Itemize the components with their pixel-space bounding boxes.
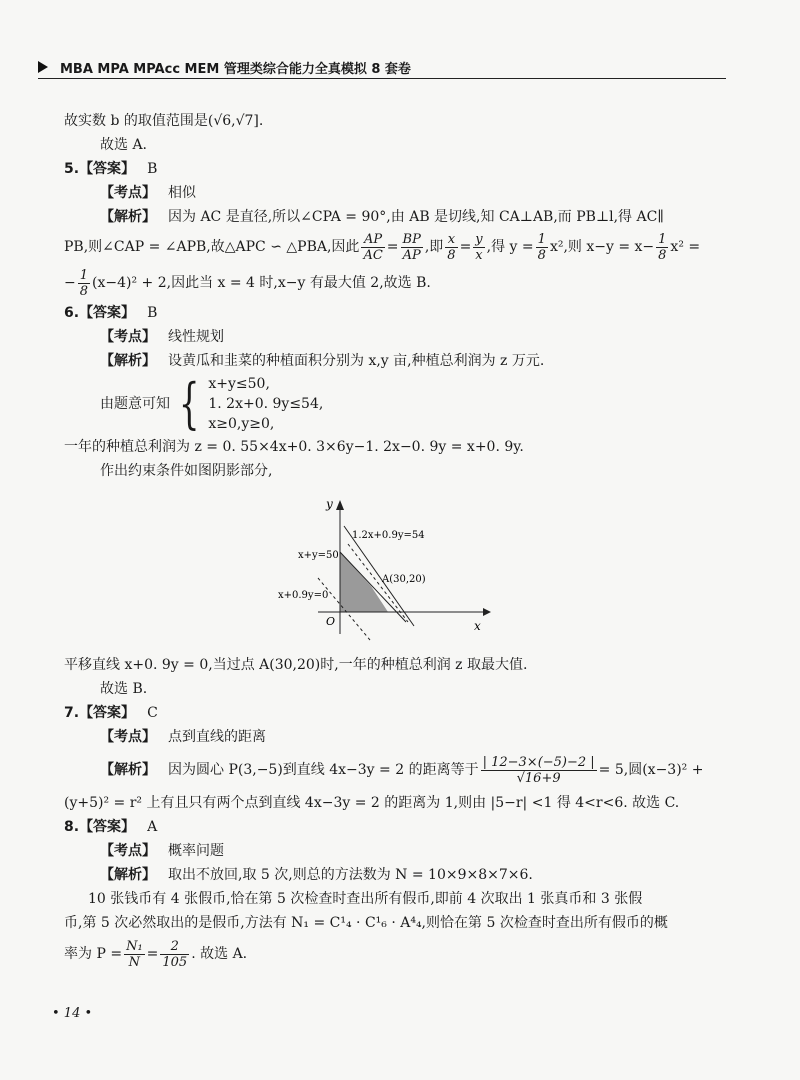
question-8-answer: 8.【答案】 A [64, 819, 158, 835]
text-line: 10 张钱币有 4 张假币,恰在第 5 次检查时查出所有假币,即前 4 次取出 1 张真币和 3 张假 [88, 891, 643, 907]
fraction: $\frac{x}{8}$ [447, 231, 456, 263]
y-axis-arrow [336, 500, 344, 510]
x-axis-arrow [483, 608, 491, 616]
question-8-analysis: 【解析】 取出不放回,取 5 次,则总的方法数为 N = 10×9×8×7×6. [100, 867, 533, 883]
feasible-region-figure [278, 494, 498, 644]
text-line: 币,第 5 次必然取出的是假币,方法有 N₁ = C¹₄ · C¹₆ · A⁴₄,则恰在第 5 次检查时查出所有假币的概 [64, 915, 668, 931]
question-5-answer: 5.【答案】 B [64, 161, 158, 177]
constraint-system: 由题意可知 { x+y≤50, 1. 2x+0. 9y≤54, x≥0,y≥0, [100, 372, 324, 435]
header-title: MBA MPA MPAcc MEM 管理类综合能力全真模拟 8 套卷 [60, 61, 411, 77]
question-7-answer: 7.【答案】 C [64, 705, 158, 721]
text-line: 作出约束条件如图阴影部分, [100, 463, 273, 479]
fraction: $\frac{1}{8}$ [79, 267, 89, 299]
fraction: $\frac{| 12-3\times(-5)-2 |}{√16+9}$ [482, 754, 595, 786]
text-line: 平移直线 x+0. 9y = 0,当过点 A(30,20)时,一年的种植总利润 z 取最大值. [64, 657, 528, 673]
fraction: $\frac{1}{8}$ [658, 231, 667, 263]
page-number: • 14 • [52, 1006, 93, 1021]
text-line: 故实数 b 的取值范围是(√6,√7]. [64, 113, 264, 129]
label-point-a: A(30,20) [382, 574, 426, 585]
triangle-marker-icon [38, 61, 48, 73]
label-line2: x+y=50 [298, 550, 339, 561]
fraction: $\frac{1}{8}$ [537, 231, 546, 263]
text-line: (y+5)² = r² 上有且只有两个点到直线 4x−3y = 2 的距离为 1,则由 |5−r| <1 得 4<r<6. 故选 C. [64, 795, 680, 811]
page-header [38, 56, 726, 79]
label-origin: O [326, 615, 336, 628]
question-6-topic: 【考点】 线性规划 [100, 329, 224, 345]
question-6-answer: 6.【答案】 B [64, 305, 158, 321]
question-7-analysis: 【解析】 因为圆心 P(3,−5)到直线 4x−3y = 2 的距离等于 $\frac{| 12-3\times(-5)-2 |}{√16+9}$ = 5,圆(x−3)² + [100, 754, 704, 786]
question-6-analysis: 【解析】 设黄瓜和韭菜的种植面积分别为 x,y 亩,种植总利润为 z 万元. [100, 353, 545, 369]
text-line: 一年的种植总利润为 z = 0. 55×4x+0. 3×6y−1. 2x−0. 9y = x+0. 9y. [64, 439, 524, 455]
label-y: y [326, 497, 333, 511]
fraction: $\frac{AP}{AC}$ [363, 231, 383, 263]
question-5-analysis: 【解析】 因为 AC 是直径,所以∠CPA = 90°,由 AB 是切线,知 CA⊥AB,而 PB⊥l,得 AC∥ [100, 209, 664, 225]
question-7-topic: 【考点】 点到直线的距离 [100, 729, 266, 745]
question-5-analysis-cont: PB,则∠CAP = ∠APB,故△APC ∽ △PBA,因此 $\frac{AP}{AC}$ = $\frac{BP}{AP}$ ,即 $\frac{x}{8}$ = $\frac{y}{x}$ ,得 y = $\frac{1}{8}$ x²,则 x−y = x− $\frac{1}{8}$ x² = [64, 231, 701, 263]
question-5-analysis-cont: − $\frac{1}{8}$ (x−4)² + 2,因此当 x = 4 时,x−y 有最大值 2,故选 B. [64, 267, 431, 299]
page-content [64, 110, 728, 974]
text-line: 故选 B. [100, 681, 148, 697]
text-line: 率为 P = $\frac{\text{N₁}}{N}$ = $\frac{2}{105}$ . 故选 A. [64, 938, 248, 970]
question-8-topic: 【考点】 概率问题 [100, 843, 224, 859]
label-x: x [474, 619, 481, 633]
label-line3: x+0.9y=0 [278, 590, 329, 601]
fraction: $\frac{BP}{AP}$ [402, 231, 421, 263]
shaded-region [340, 552, 388, 612]
label-line1: 1.2x+0.9y=54 [352, 530, 425, 541]
fraction: $\frac{\text{N₁}}{N}$ [126, 938, 143, 970]
text-line: 故选 A. [100, 137, 148, 153]
fraction: $\frac{2}{105}$ [162, 938, 188, 970]
fraction: $\frac{y}{x}$ [475, 231, 483, 263]
question-5-topic: 【考点】 相似 [100, 185, 196, 201]
